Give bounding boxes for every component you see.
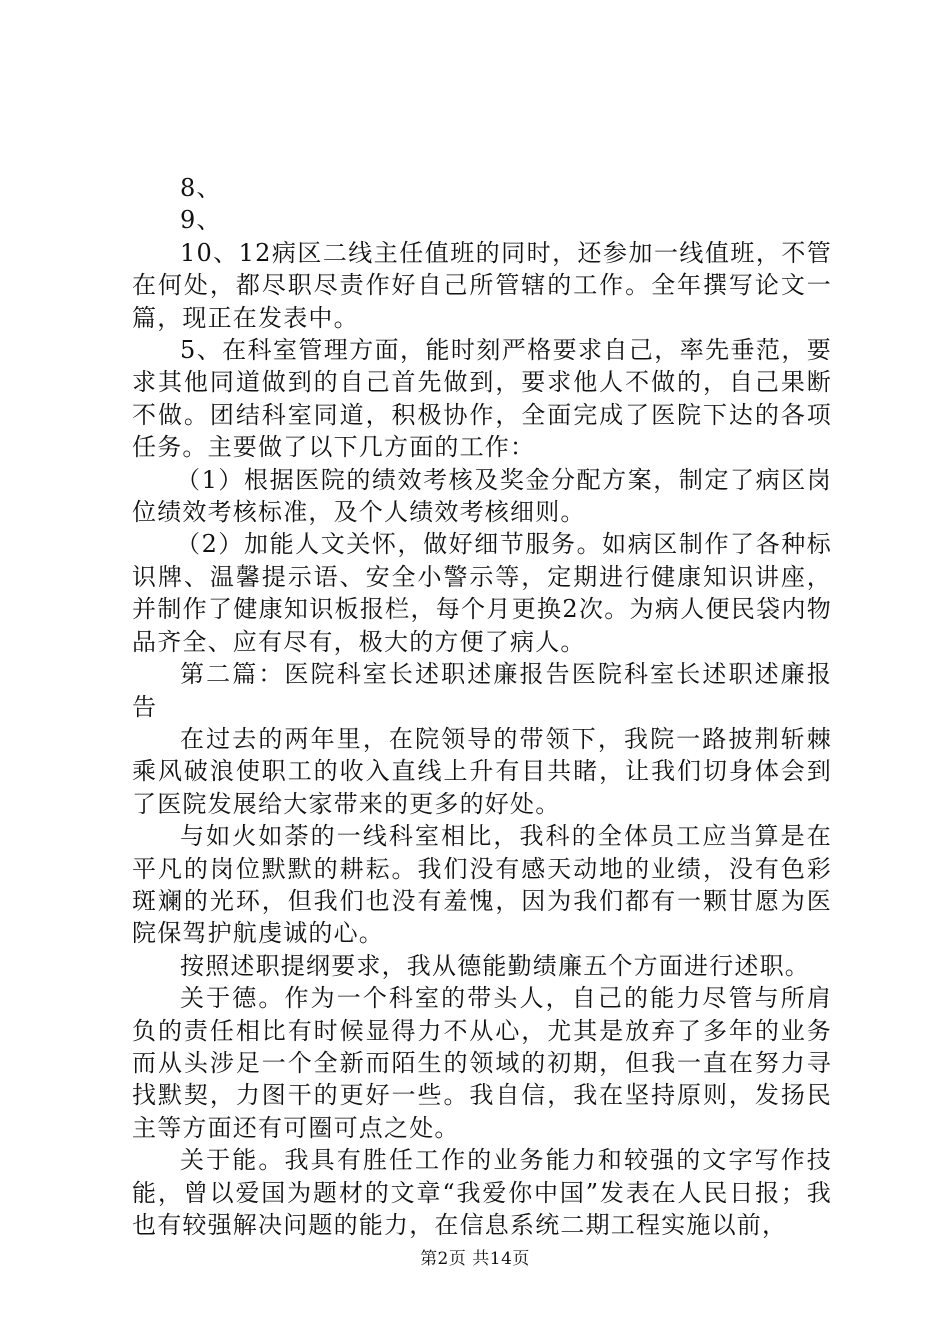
paragraph-point-1: （1）根据医院的绩效考核及奖金分配方案，制定了病区岗位绩效考核标准，及个人绩效考核细则。 xyxy=(132,465,832,527)
document-body xyxy=(132,172,832,1241)
paragraph-duty-shift: 10、12病区二线主任值班的同时，还参加一线值班，不管在何处，都尽职尽责作好自己所管辖的工作。全年撰写论文一篇，现正在发表中。 xyxy=(132,238,832,332)
paragraph-item-8: 8、 xyxy=(180,174,222,202)
paragraph-point-2: （2）加能人文关怀，做好细节服务。如病区制作了各种标识牌、温馨提示语、安全小警示等，定期进行健康知识讲座，并制作了健康知识板报栏，每个月更换2次。为病人便民袋内物品齐全、应有尽有，极大的方便了病人。 xyxy=(132,530,832,656)
section-title: 第二篇：医院科室长述职述廉报告医院科室长述职述廉报告 xyxy=(132,660,832,721)
paragraph-item-9: 9、 xyxy=(180,206,222,235)
paragraph-ability: 关于能。我具有胜任工作的业务能力和较强的文字写作技能，曾以爱国为题材的文章“我爱你中国”发表在人民日报；我也有较强解决问题的能力，在信息系统二期工程实施以前， xyxy=(132,1146,832,1239)
paragraph-comparison: 与如火如荼的一线科室相比，我科的全体员工应当算是在平凡的岗位默默的耕耘。我们没有感天动地的业绩，没有色彩斑斓的光环，但我们也没有羞愧，因为我们都有一颗甘愿为医院保驾护航虔诚的心。 xyxy=(132,822,832,948)
paragraph-intro: 在过去的两年里，在院领导的带领下，我院一路披荆斩棘乘风破浪使职工的收入直线上升有目共睹，让我们切身体会到了医院发展给大家带来的更多的好处。 xyxy=(132,724,832,818)
paragraph-outline: 按照述职提纲要求，我从德能勤绩廉五个方面进行述职。 xyxy=(180,951,810,980)
paragraph-virtue: 关于德。作为一个科室的带头人，自己的能力尽管与所肩负的责任相比有时候显得力不从心，尤其是放弃了多年的业务而从头涉足一个全新而陌生的领域的初期，但我一直在努力寻找默契，力图干的更好一些。我自信，我在坚持原则，发扬民主等方面还有可圈可点之处。 xyxy=(132,984,832,1142)
page-footer: 第2页 共14页 xyxy=(420,1249,530,1269)
paragraph-management: 5、在科室管理方面，能时刻严格要求自己，率先垂范，要求其他同道做到的自己首先做到，要求他人不做的，自己果断不做。团结科室同道，积极协作，全面完成了医院下达的各项任务。主要做了以下几方面的工作： xyxy=(132,336,832,462)
